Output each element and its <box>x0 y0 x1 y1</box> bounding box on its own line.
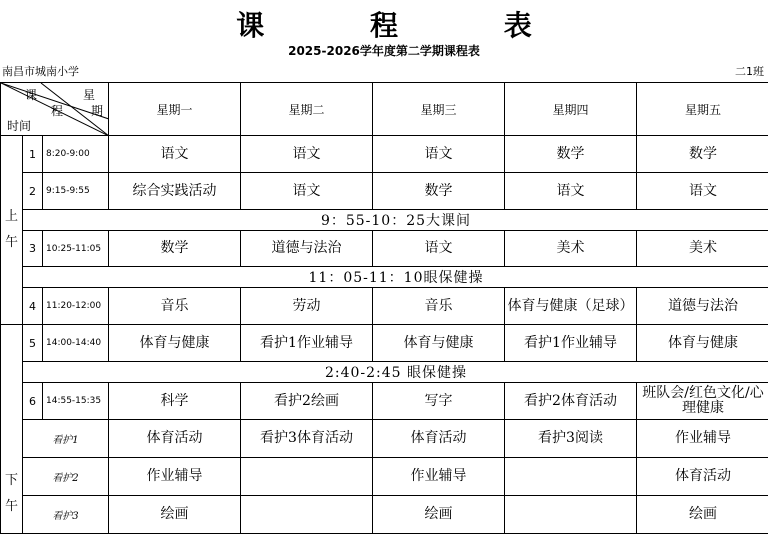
subject-cell: 绘画 <box>637 496 768 534</box>
corner-char-ke: 课 <box>25 88 38 102</box>
subject-cell: 看护3阅读 <box>505 420 637 458</box>
subject-cell: 数学 <box>109 231 241 267</box>
subject-cell: 体育与健康 <box>109 325 241 362</box>
subject-cell: 看护3体育活动 <box>241 420 373 458</box>
subject-cell: 看护2绘画 <box>241 383 373 420</box>
subject-cell: 道德与法治 <box>241 231 373 267</box>
subject-cell: 语文 <box>241 173 373 210</box>
subject-cell: 语文 <box>505 173 637 210</box>
subject-cell: 劳动 <box>241 288 373 325</box>
day-header: 星期二 <box>241 83 373 136</box>
subject-cell: 作业辅导 <box>637 420 768 458</box>
subject-cell: 体育与健康 <box>373 325 505 362</box>
period-number: 6 <box>23 383 43 420</box>
subject-cell: 美术 <box>505 231 637 267</box>
school-name: 南昌市城南小学 <box>2 65 79 78</box>
page-title: 课 程 表 <box>236 9 580 42</box>
day-header: 星期三 <box>373 83 505 136</box>
page-subtitle: 2025-2026学年度第二学期课程表 <box>288 44 480 58</box>
care-label: 看护3 <box>23 496 109 534</box>
subject-cell: 音乐 <box>109 288 241 325</box>
period-time: 8:20-9:00 <box>43 136 109 173</box>
break-row: 2:40-2:45 眼保健操 <box>23 362 768 383</box>
period-number: 1 <box>23 136 43 173</box>
period-number: 3 <box>23 231 43 267</box>
corner-char-qi: 期 <box>91 104 104 118</box>
period-number: 2 <box>23 173 43 210</box>
morning-label: 上午 <box>1 136 23 325</box>
subject-cell <box>505 496 637 534</box>
subject-cell <box>505 458 637 496</box>
period-number: 5 <box>23 325 43 362</box>
period-time: 9:15-9:55 <box>43 173 109 210</box>
subject-cell: 音乐 <box>373 288 505 325</box>
subject-cell: 看护1作业辅导 <box>241 325 373 362</box>
subject-cell: 数学 <box>373 173 505 210</box>
subject-cell: 数学 <box>505 136 637 173</box>
subject-cell: 班队会/红色文化/心理健康 <box>637 383 768 420</box>
subject-cell: 综合实践活动 <box>109 173 241 210</box>
subject-cell: 体育活动 <box>373 420 505 458</box>
day-header: 星期一 <box>109 83 241 136</box>
period-time: 11:20-12:00 <box>43 288 109 325</box>
break-row: 9：55-10：25大课间 <box>23 210 768 231</box>
subject-cell: 语文 <box>373 231 505 267</box>
subject-cell: 绘画 <box>109 496 241 534</box>
day-header: 星期四 <box>505 83 637 136</box>
subject-cell: 看护1作业辅导 <box>505 325 637 362</box>
corner-char-time: 时间 <box>7 119 32 133</box>
subject-cell: 美术 <box>637 231 768 267</box>
subject-cell: 科学 <box>109 383 241 420</box>
break-row: 11：05-11：10眼保健操 <box>23 267 768 288</box>
care-label: 看护1 <box>23 420 109 458</box>
subject-cell: 语文 <box>373 136 505 173</box>
period-time: 14:55-15:35 <box>43 383 109 420</box>
corner-char-xing: 星 <box>83 88 96 102</box>
subject-cell <box>241 496 373 534</box>
subject-cell: 写字 <box>373 383 505 420</box>
subject-cell: 体育与健康（足球） <box>505 288 637 325</box>
period-time: 14:00-14:40 <box>43 325 109 362</box>
corner-header-cell <box>1 83 109 136</box>
subject-cell: 道德与法治 <box>637 288 768 325</box>
subject-cell: 作业辅导 <box>373 458 505 496</box>
subject-cell: 绘画 <box>373 496 505 534</box>
subject-cell: 语文 <box>241 136 373 173</box>
subject-cell: 体育活动 <box>637 458 768 496</box>
afternoon-label: 下午 <box>1 325 23 534</box>
class-name: 二1班 <box>735 65 764 78</box>
subject-cell: 体育与健康 <box>637 325 768 362</box>
subject-cell: 作业辅导 <box>109 458 241 496</box>
timetable <box>0 82 768 534</box>
subject-cell: 语文 <box>637 173 768 210</box>
period-number: 4 <box>23 288 43 325</box>
subject-cell: 体育活动 <box>109 420 241 458</box>
subject-cell: 看护2体育活动 <box>505 383 637 420</box>
care-label: 看护2 <box>23 458 109 496</box>
corner-char-cheng: 程 <box>51 104 64 118</box>
period-time: 10:25-11:05 <box>43 231 109 267</box>
subject-cell: 语文 <box>109 136 241 173</box>
day-header: 星期五 <box>637 83 768 136</box>
subject-cell: 数学 <box>637 136 768 173</box>
subject-cell <box>241 458 373 496</box>
